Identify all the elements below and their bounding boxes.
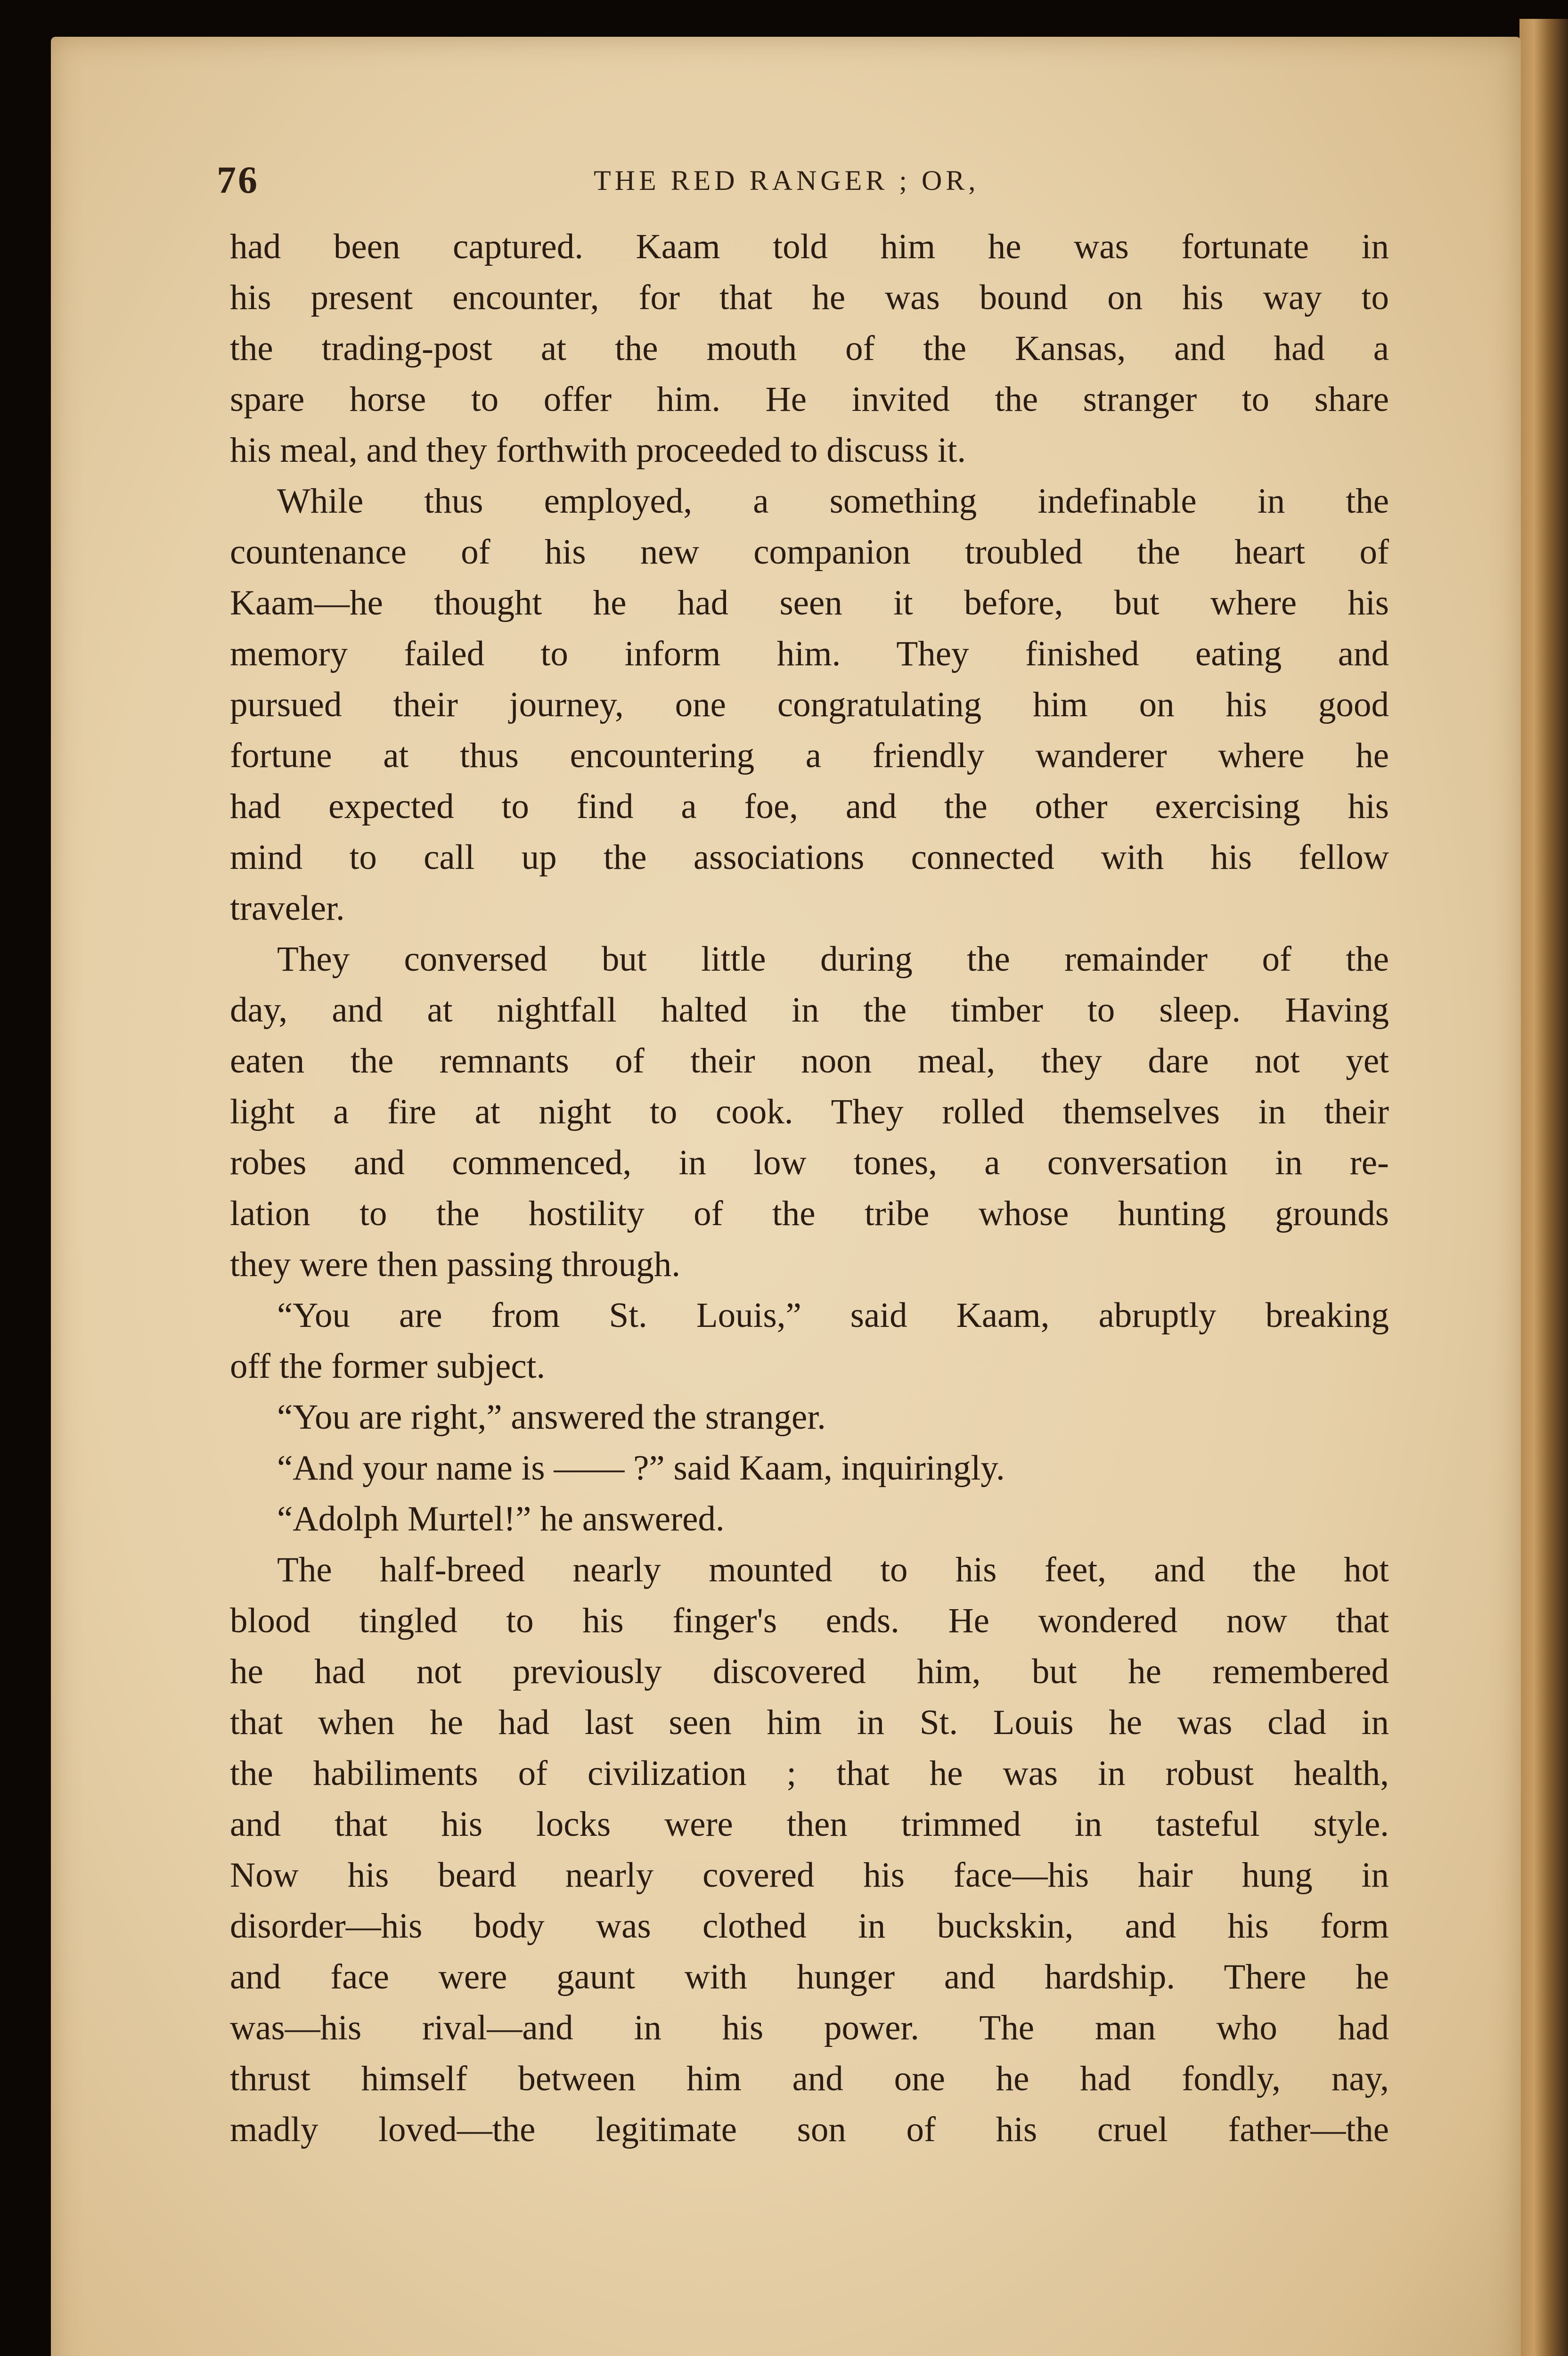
text-line: blood tingled to his finger's ends. He wondered now that [230,1601,1389,1640]
text-line: they were then passing through. [230,1245,681,1284]
text-line: and that his locks were then trimmed in tasteful style. [230,1805,1389,1844]
text-line: the habiliments of civilization ; that he was in robust health, [230,1754,1389,1793]
text-line: “Adolph Murtel!” he answered. [277,1499,725,1538]
page-edge [1519,19,1568,2356]
text-line: “You are from St. Louis,” said Kaam, abruptly breaking [277,1296,1389,1335]
text-line: and face were gaunt with hunger and hardship. There he [230,1957,1389,1996]
text-line: had been captured. Kaam told him he was fortunate in [230,227,1389,266]
text-line: he had not previously discovered him, but he remembered [230,1652,1389,1691]
text-line: memory failed to inform him. They finished eating and [230,634,1389,673]
text-line: Kaam—he thought he had seen it before, but where his [230,583,1389,622]
text-line: Now his beard nearly covered his face—his hair hung in [230,1856,1389,1895]
text-line: that when he had last seen him in St. Louis he was clad in [230,1703,1389,1742]
text-line: lation to the hostility of the tribe whose hunting grounds [230,1194,1389,1233]
text-line: his present encounter, for that he was bound on his way to [230,278,1389,317]
text-line: mind to call up the associations connected with his fellow [230,838,1389,877]
text-line: disorder—his body was clothed in buckskin, and his form [230,1906,1389,1946]
text-line: “You are right,” answered the stranger. [277,1398,826,1437]
page-number: 76 [217,158,259,201]
text-line: thrust himself between him and one he had fondly, nay, [230,2059,1389,2098]
text-line: spare horse to offer him. He invited the stranger to share [230,380,1389,419]
text-line: off the former subject. [230,1347,546,1386]
text-line: was—his rival—and in his power. The man who had [230,2008,1389,2047]
text-line: The half-breed nearly mounted to his feet, and the hot [277,1550,1389,1589]
text-line: fortune at thus encountering a friendly wanderer where he [230,736,1389,775]
text-line: traveler. [230,889,345,928]
text-line: madly loved—the legitimate son of his cruel father—the [230,2110,1389,2149]
text-line: the trading-post at the mouth of the Kansas, and had a [230,329,1389,368]
text-line: light a fire at night to cook. They rolled themselves in their [230,1092,1389,1131]
text-line: While thus employed, a something indefinable in the [277,482,1389,521]
text-line: countenance of his new companion troubled the heart of [230,532,1389,572]
text-line: “And your name is —— ?” said Kaam, inquiringly. [277,1448,1005,1488]
text-line: robes and commenced, in low tones, a conversation in re- [230,1143,1389,1182]
text-line: his meal, and they forthwith proceeded to discuss it. [230,431,966,470]
text-line: day, and at nightfall halted in the timber to sleep. Having [230,990,1389,1030]
running-title: THE RED RANGER ; OR, [594,165,980,196]
text-line: pursued their journey, one congratulating him on his good [230,685,1389,724]
text-line: They conversed but little during the remainder of the [277,940,1389,979]
text-line: eaten the remnants of their noon meal, they dare not yet [230,1041,1389,1080]
body-text [230,221,1389,2155]
running-head [217,158,1348,200]
text-line: had expected to find a foe, and the other exercising his [230,787,1389,826]
